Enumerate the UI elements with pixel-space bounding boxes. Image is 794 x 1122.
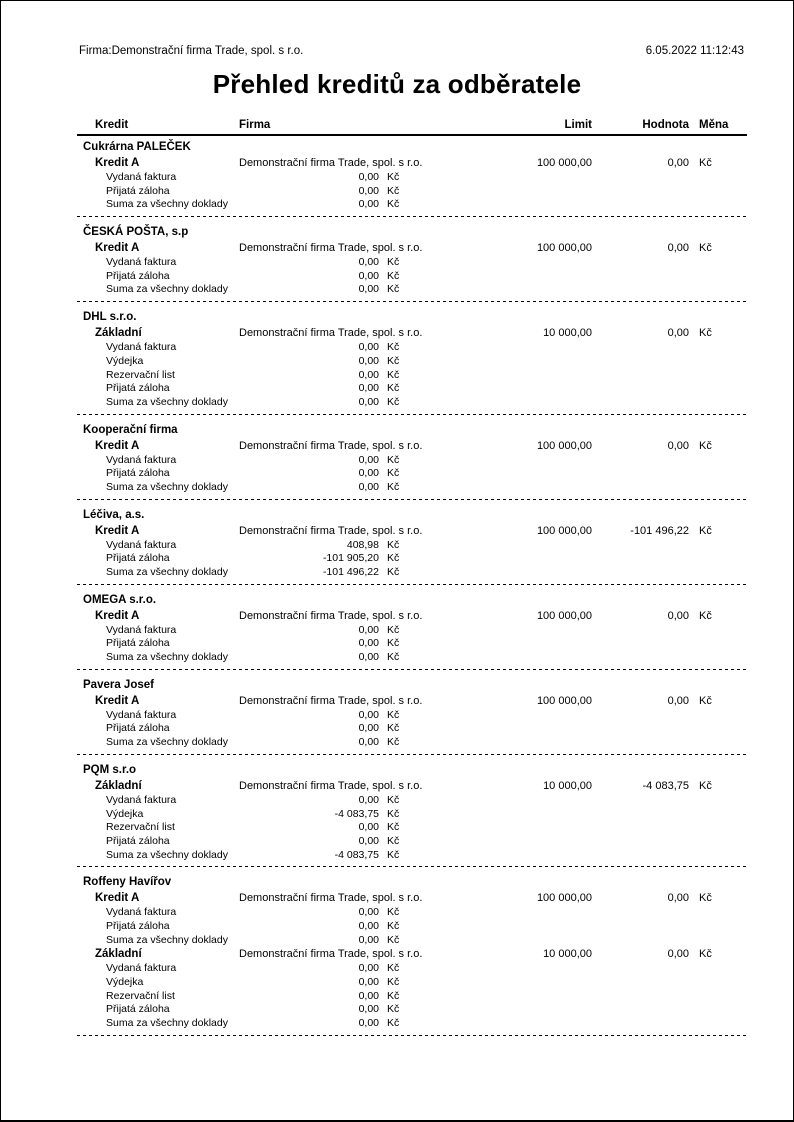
document-currency: Kč xyxy=(387,989,400,1002)
document-currency: Kč xyxy=(387,171,400,183)
section-separator xyxy=(77,216,747,217)
credit-mena: Kč xyxy=(699,892,712,905)
document-label: Rezervační list xyxy=(106,989,175,1002)
credit-hodnota: 0,00 xyxy=(667,439,689,452)
document-label: Vydaná faktura xyxy=(106,623,177,636)
customer-section xyxy=(77,871,747,1036)
document-row-spacer xyxy=(426,270,747,284)
document-row-spacer xyxy=(426,808,747,822)
document-row xyxy=(77,256,747,270)
document-currency: Kč xyxy=(387,962,400,975)
document-row-spacer xyxy=(426,849,747,863)
customer-name: Pavera Josef xyxy=(83,678,154,691)
customer-section xyxy=(77,136,747,217)
credit-hodnota: 0,00 xyxy=(667,327,689,340)
document-value: 0,00 xyxy=(358,171,379,183)
column-header-kredit: Kredit xyxy=(95,119,129,131)
credit-mena: Kč xyxy=(699,157,712,169)
credit-firma: Demonstrační firma Trade, spol. s r.o. xyxy=(239,779,423,792)
credit-name: Základní xyxy=(95,779,142,792)
column-header-firma: Firma xyxy=(239,119,271,131)
document-label: Suma za všechny doklady xyxy=(106,848,228,861)
document-label: Suma za všechny doklady xyxy=(106,736,228,749)
document-row xyxy=(77,736,747,750)
document-row xyxy=(77,920,747,934)
credit-mena: Kč xyxy=(699,694,712,707)
document-currency: Kč xyxy=(387,341,400,354)
credit-limit: 100 000,00 xyxy=(536,242,592,255)
document-row xyxy=(77,722,747,736)
credit-row xyxy=(77,947,747,962)
document-currency: Kč xyxy=(387,848,400,861)
credit-limit: 10 000,00 xyxy=(543,327,592,340)
document-value: -101 905,20 xyxy=(322,552,379,565)
credit-row xyxy=(77,524,747,539)
document-value: -4 083,75 xyxy=(334,807,379,820)
document-row xyxy=(77,552,747,566)
document-row xyxy=(77,185,747,199)
section-separator xyxy=(77,1035,747,1036)
credit-name: Kredit A xyxy=(95,609,140,622)
credit-row xyxy=(77,326,747,341)
document-currency: Kč xyxy=(387,1017,400,1030)
customer-name: DHL s.r.o. xyxy=(83,311,137,324)
credit-firma: Demonstrační firma Trade, spol. s r.o. xyxy=(239,524,423,537)
document-row xyxy=(77,835,747,849)
document-row-spacer xyxy=(426,651,747,665)
document-row-spacer xyxy=(426,566,747,580)
document-row xyxy=(77,454,747,468)
document-label: Přijatá záloha xyxy=(106,269,170,282)
credit-firma: Demonstrační firma Trade, spol. s r.o. xyxy=(239,892,423,905)
document-row xyxy=(77,283,747,297)
document-value: 0,00 xyxy=(358,834,379,847)
credit-row xyxy=(77,779,747,794)
document-value: 0,00 xyxy=(358,793,379,806)
document-row xyxy=(77,808,747,822)
document-row-spacer xyxy=(426,382,747,396)
document-value: 0,00 xyxy=(358,283,379,296)
document-currency: Kč xyxy=(387,566,400,578)
document-row-spacer xyxy=(426,835,747,849)
credit-limit: 100 000,00 xyxy=(536,157,592,169)
document-currency: Kč xyxy=(387,480,400,493)
credit-name: Základní xyxy=(95,948,142,961)
credit-name: Základní xyxy=(95,327,142,340)
document-currency: Kč xyxy=(387,368,400,381)
document-label: Rezervační list xyxy=(106,821,175,834)
credit-hodnota: 0,00 xyxy=(667,694,689,707)
document-currency: Kč xyxy=(387,651,400,664)
customer-section xyxy=(77,674,747,755)
section-separator xyxy=(77,669,747,670)
document-value: 0,00 xyxy=(358,722,379,735)
document-value: 0,00 xyxy=(358,382,379,395)
document-row-spacer xyxy=(426,962,747,976)
document-value: 0,00 xyxy=(358,708,379,721)
document-row-spacer xyxy=(426,736,747,750)
document-row-spacer xyxy=(426,481,747,495)
document-currency: Kč xyxy=(387,722,400,735)
document-row xyxy=(77,396,747,410)
document-label: Vydaná faktura xyxy=(106,256,177,269)
document-currency: Kč xyxy=(387,793,400,806)
credit-mena: Kč xyxy=(699,609,712,622)
document-row-spacer xyxy=(426,624,747,638)
document-row xyxy=(77,355,747,369)
document-row xyxy=(77,539,747,553)
credit-mena: Kč xyxy=(699,242,712,255)
document-value: 0,00 xyxy=(358,623,379,636)
document-value: 0,00 xyxy=(358,1003,379,1016)
document-value: 0,00 xyxy=(358,269,379,282)
document-label: Přijatá záloha xyxy=(106,1003,170,1016)
document-value: 0,00 xyxy=(358,198,379,211)
customer-section xyxy=(77,419,747,500)
credit-row xyxy=(77,891,747,906)
section-separator xyxy=(77,754,747,755)
document-row xyxy=(77,990,747,1004)
document-row-spacer xyxy=(426,198,747,212)
credit-mena: Kč xyxy=(699,439,712,452)
document-value: 408,98 xyxy=(346,538,379,551)
credit-firma: Demonstrační firma Trade, spol. s r.o. xyxy=(239,609,423,622)
credit-firma: Demonstrační firma Trade, spol. s r.o. xyxy=(239,327,423,340)
document-currency: Kč xyxy=(387,708,400,721)
document-currency: Kč xyxy=(387,453,400,466)
credit-name: Kredit A xyxy=(95,892,140,905)
customer-name: Léčiva, a.s. xyxy=(83,508,145,521)
document-currency: Kč xyxy=(387,1003,400,1016)
document-label: Přijatá záloha xyxy=(106,637,170,650)
document-value: 0,00 xyxy=(358,933,379,946)
document-row xyxy=(77,709,747,723)
document-value: 0,00 xyxy=(358,919,379,932)
document-label: Rezervační list xyxy=(106,368,175,381)
credit-mena: Kč xyxy=(699,779,712,792)
document-label: Přijatá záloha xyxy=(106,722,170,735)
document-currency: Kč xyxy=(387,976,400,988)
document-row-spacer xyxy=(426,906,747,920)
credit-row xyxy=(77,156,747,171)
credit-row xyxy=(77,609,747,624)
document-currency: Kč xyxy=(387,395,400,408)
credit-limit: 100 000,00 xyxy=(536,524,592,537)
document-label: Vydaná faktura xyxy=(106,708,177,721)
column-header-mena: Měna xyxy=(699,119,729,131)
credit-mena: Kč xyxy=(699,948,712,961)
document-row-spacer xyxy=(426,794,747,808)
document-value: 0,00 xyxy=(358,736,379,749)
credit-hodnota: 0,00 xyxy=(667,948,689,961)
customer-name: Roffeny Havířov xyxy=(83,876,172,889)
document-value: 0,00 xyxy=(358,637,379,650)
document-label: Suma za všechny doklady xyxy=(106,395,228,408)
customer-section xyxy=(77,589,747,670)
document-label: Vydaná faktura xyxy=(106,341,177,354)
document-value: 0,00 xyxy=(358,480,379,493)
document-currency: Kč xyxy=(387,807,400,820)
credit-name: Kredit A xyxy=(95,439,140,452)
document-row-spacer xyxy=(426,369,747,383)
document-row-spacer xyxy=(426,355,747,369)
document-row-spacer xyxy=(426,637,747,651)
document-row xyxy=(77,1017,747,1031)
document-label: Suma za všechny doklady xyxy=(106,283,228,296)
document-value: -101 496,22 xyxy=(322,566,379,578)
document-label: Vydaná faktura xyxy=(106,453,177,466)
document-row xyxy=(77,906,747,920)
document-row xyxy=(77,962,747,976)
document-row xyxy=(77,976,747,990)
document-currency: Kč xyxy=(387,198,400,211)
document-row-spacer xyxy=(426,1003,747,1017)
customer-section xyxy=(77,504,747,585)
document-row xyxy=(77,651,747,665)
document-label: Přijatá záloha xyxy=(106,919,170,932)
report-body xyxy=(77,119,747,1036)
credit-mena: Kč xyxy=(699,524,712,537)
document-currency: Kč xyxy=(387,623,400,636)
customer-name: Cukrárna PALEČEK xyxy=(83,141,191,153)
document-row xyxy=(77,198,747,212)
document-value: 0,00 xyxy=(358,651,379,664)
document-row xyxy=(77,624,747,638)
document-row-spacer xyxy=(426,256,747,270)
document-row xyxy=(77,934,747,948)
customer-section xyxy=(77,221,747,302)
document-label: Přijatá záloha xyxy=(106,184,170,197)
document-label: Vydaná faktura xyxy=(106,906,177,919)
document-value: 0,00 xyxy=(358,368,379,381)
report-header xyxy=(1,1,793,58)
document-currency: Kč xyxy=(387,552,400,565)
document-currency: Kč xyxy=(387,382,400,395)
document-row xyxy=(77,270,747,284)
document-label: Vydaná faktura xyxy=(106,962,177,975)
document-label: Přijatá záloha xyxy=(106,467,170,480)
document-value: 0,00 xyxy=(358,256,379,269)
credit-name: Kredit A xyxy=(95,524,140,537)
table-header-row xyxy=(77,119,747,136)
document-value: 0,00 xyxy=(358,962,379,975)
section-separator xyxy=(77,301,747,302)
document-row xyxy=(77,481,747,495)
credit-mena: Kč xyxy=(699,327,712,340)
document-currency: Kč xyxy=(387,467,400,480)
document-label: Výdejka xyxy=(106,354,144,367)
document-value: 0,00 xyxy=(358,467,379,480)
document-value: 0,00 xyxy=(358,341,379,354)
document-value: 0,00 xyxy=(358,1017,379,1030)
document-row-spacer xyxy=(426,990,747,1004)
document-row-spacer xyxy=(426,467,747,481)
section-separator xyxy=(77,866,747,867)
document-label: Přijatá záloha xyxy=(106,834,170,847)
credit-firma: Demonstrační firma Trade, spol. s r.o. xyxy=(239,948,423,961)
customer-name: PQM s.r.o xyxy=(83,763,137,776)
document-row xyxy=(77,369,747,383)
document-value: 0,00 xyxy=(358,395,379,408)
credit-name: Kredit A xyxy=(95,694,140,707)
credit-hodnota: 0,00 xyxy=(667,157,689,169)
credit-limit: 10 000,00 xyxy=(543,948,592,961)
sections xyxy=(77,136,747,1036)
document-label: Přijatá záloha xyxy=(106,552,170,565)
document-currency: Kč xyxy=(387,821,400,834)
document-row-spacer xyxy=(426,976,747,990)
document-currency: Kč xyxy=(387,256,400,269)
document-row xyxy=(77,821,747,835)
document-currency: Kč xyxy=(387,269,400,282)
credit-hodnota: -101 496,22 xyxy=(630,524,689,537)
document-row-spacer xyxy=(426,1017,747,1031)
document-currency: Kč xyxy=(387,283,400,296)
credit-hodnota: -4 083,75 xyxy=(642,779,689,792)
document-row xyxy=(77,171,747,185)
document-currency: Kč xyxy=(387,354,400,367)
document-label: Suma za všechny doklady xyxy=(106,933,228,946)
document-currency: Kč xyxy=(387,906,400,919)
page-title: Přehled kreditů za odběratele xyxy=(212,69,582,99)
document-value: 0,00 xyxy=(358,453,379,466)
document-row-spacer xyxy=(426,341,747,355)
column-header-hodnota: Hodnota xyxy=(642,119,689,131)
credit-hodnota: 0,00 xyxy=(667,892,689,905)
customer-section xyxy=(77,306,747,414)
section-separator xyxy=(77,414,747,415)
document-currency: Kč xyxy=(387,637,400,650)
document-label: Vydaná faktura xyxy=(106,793,177,806)
credit-firma: Demonstrační firma Trade, spol. s r.o. xyxy=(239,694,423,707)
column-header-limit: Limit xyxy=(564,119,592,131)
document-value: 0,00 xyxy=(358,354,379,367)
document-row-spacer xyxy=(426,934,747,948)
company-label: Firma:Demonstrační firma Trade, spol. s r.o. xyxy=(79,45,304,57)
document-row-spacer xyxy=(426,539,747,553)
document-label: Suma za všechny doklady xyxy=(106,566,228,578)
document-currency: Kč xyxy=(387,538,400,551)
document-currency: Kč xyxy=(387,834,400,847)
document-row-spacer xyxy=(426,396,747,410)
document-value: 0,00 xyxy=(358,184,379,197)
credit-limit: 100 000,00 xyxy=(536,892,592,905)
document-row xyxy=(77,1003,747,1017)
document-row xyxy=(77,849,747,863)
section-separator xyxy=(77,499,747,500)
document-row-spacer xyxy=(426,454,747,468)
document-label: Suma za všechny doklady xyxy=(106,1017,228,1030)
credit-limit: 100 000,00 xyxy=(536,439,592,452)
document-row xyxy=(77,341,747,355)
document-currency: Kč xyxy=(387,933,400,946)
document-value: 0,00 xyxy=(358,906,379,919)
document-label: Výdejka xyxy=(106,807,144,820)
credit-limit: 100 000,00 xyxy=(536,694,592,707)
credit-firma: Demonstrační firma Trade, spol. s r.o. xyxy=(239,439,423,452)
document-currency: Kč xyxy=(387,184,400,197)
customer-section xyxy=(77,759,747,867)
credit-row xyxy=(77,694,747,709)
document-row-spacer xyxy=(426,283,747,297)
document-row-spacer xyxy=(426,821,747,835)
credit-hodnota: 0,00 xyxy=(667,609,689,622)
document-currency: Kč xyxy=(387,736,400,749)
credit-firma: Demonstrační firma Trade, spol. s r.o. xyxy=(239,157,423,169)
document-label: Suma za všechny doklady xyxy=(106,198,228,211)
document-label: Výdejka xyxy=(106,976,144,988)
document-row xyxy=(77,794,747,808)
document-row-spacer xyxy=(426,722,747,736)
document-value: 0,00 xyxy=(358,976,379,988)
document-row xyxy=(77,382,747,396)
document-label: Vydaná faktura xyxy=(106,538,177,551)
document-row-spacer xyxy=(426,552,747,566)
document-value: 0,00 xyxy=(358,989,379,1002)
customer-name: Kooperační firma xyxy=(83,423,178,436)
document-value: 0,00 xyxy=(358,821,379,834)
report-datetime: 6.05.2022 11:12:43 xyxy=(645,45,744,57)
credit-hodnota: 0,00 xyxy=(667,242,689,255)
credit-firma: Demonstrační firma Trade, spol. s r.o. xyxy=(239,242,423,255)
document-row xyxy=(77,637,747,651)
credit-name: Kredit A xyxy=(95,157,140,169)
document-value: -4 083,75 xyxy=(334,848,379,861)
customer-name: ČESKÁ POŠTA, s.p xyxy=(83,226,189,239)
credit-row xyxy=(77,241,747,256)
document-row-spacer xyxy=(426,709,747,723)
customer-name: OMEGA s.r.o. xyxy=(83,593,157,606)
credit-name: Kredit A xyxy=(95,242,140,255)
document-row-spacer xyxy=(426,185,747,199)
credit-limit: 100 000,00 xyxy=(536,609,592,622)
document-currency: Kč xyxy=(387,919,400,932)
document-label: Suma za všechny doklady xyxy=(106,480,228,493)
section-separator xyxy=(77,584,747,585)
document-label: Přijatá záloha xyxy=(106,382,170,395)
document-row-spacer xyxy=(426,171,747,185)
document-row xyxy=(77,566,747,580)
document-label: Suma za všechny doklady xyxy=(106,651,228,664)
document-label: Vydaná faktura xyxy=(106,171,177,183)
document-row-spacer xyxy=(426,920,747,934)
document-row xyxy=(77,467,747,481)
credit-row xyxy=(77,439,747,454)
credit-limit: 10 000,00 xyxy=(543,779,592,792)
